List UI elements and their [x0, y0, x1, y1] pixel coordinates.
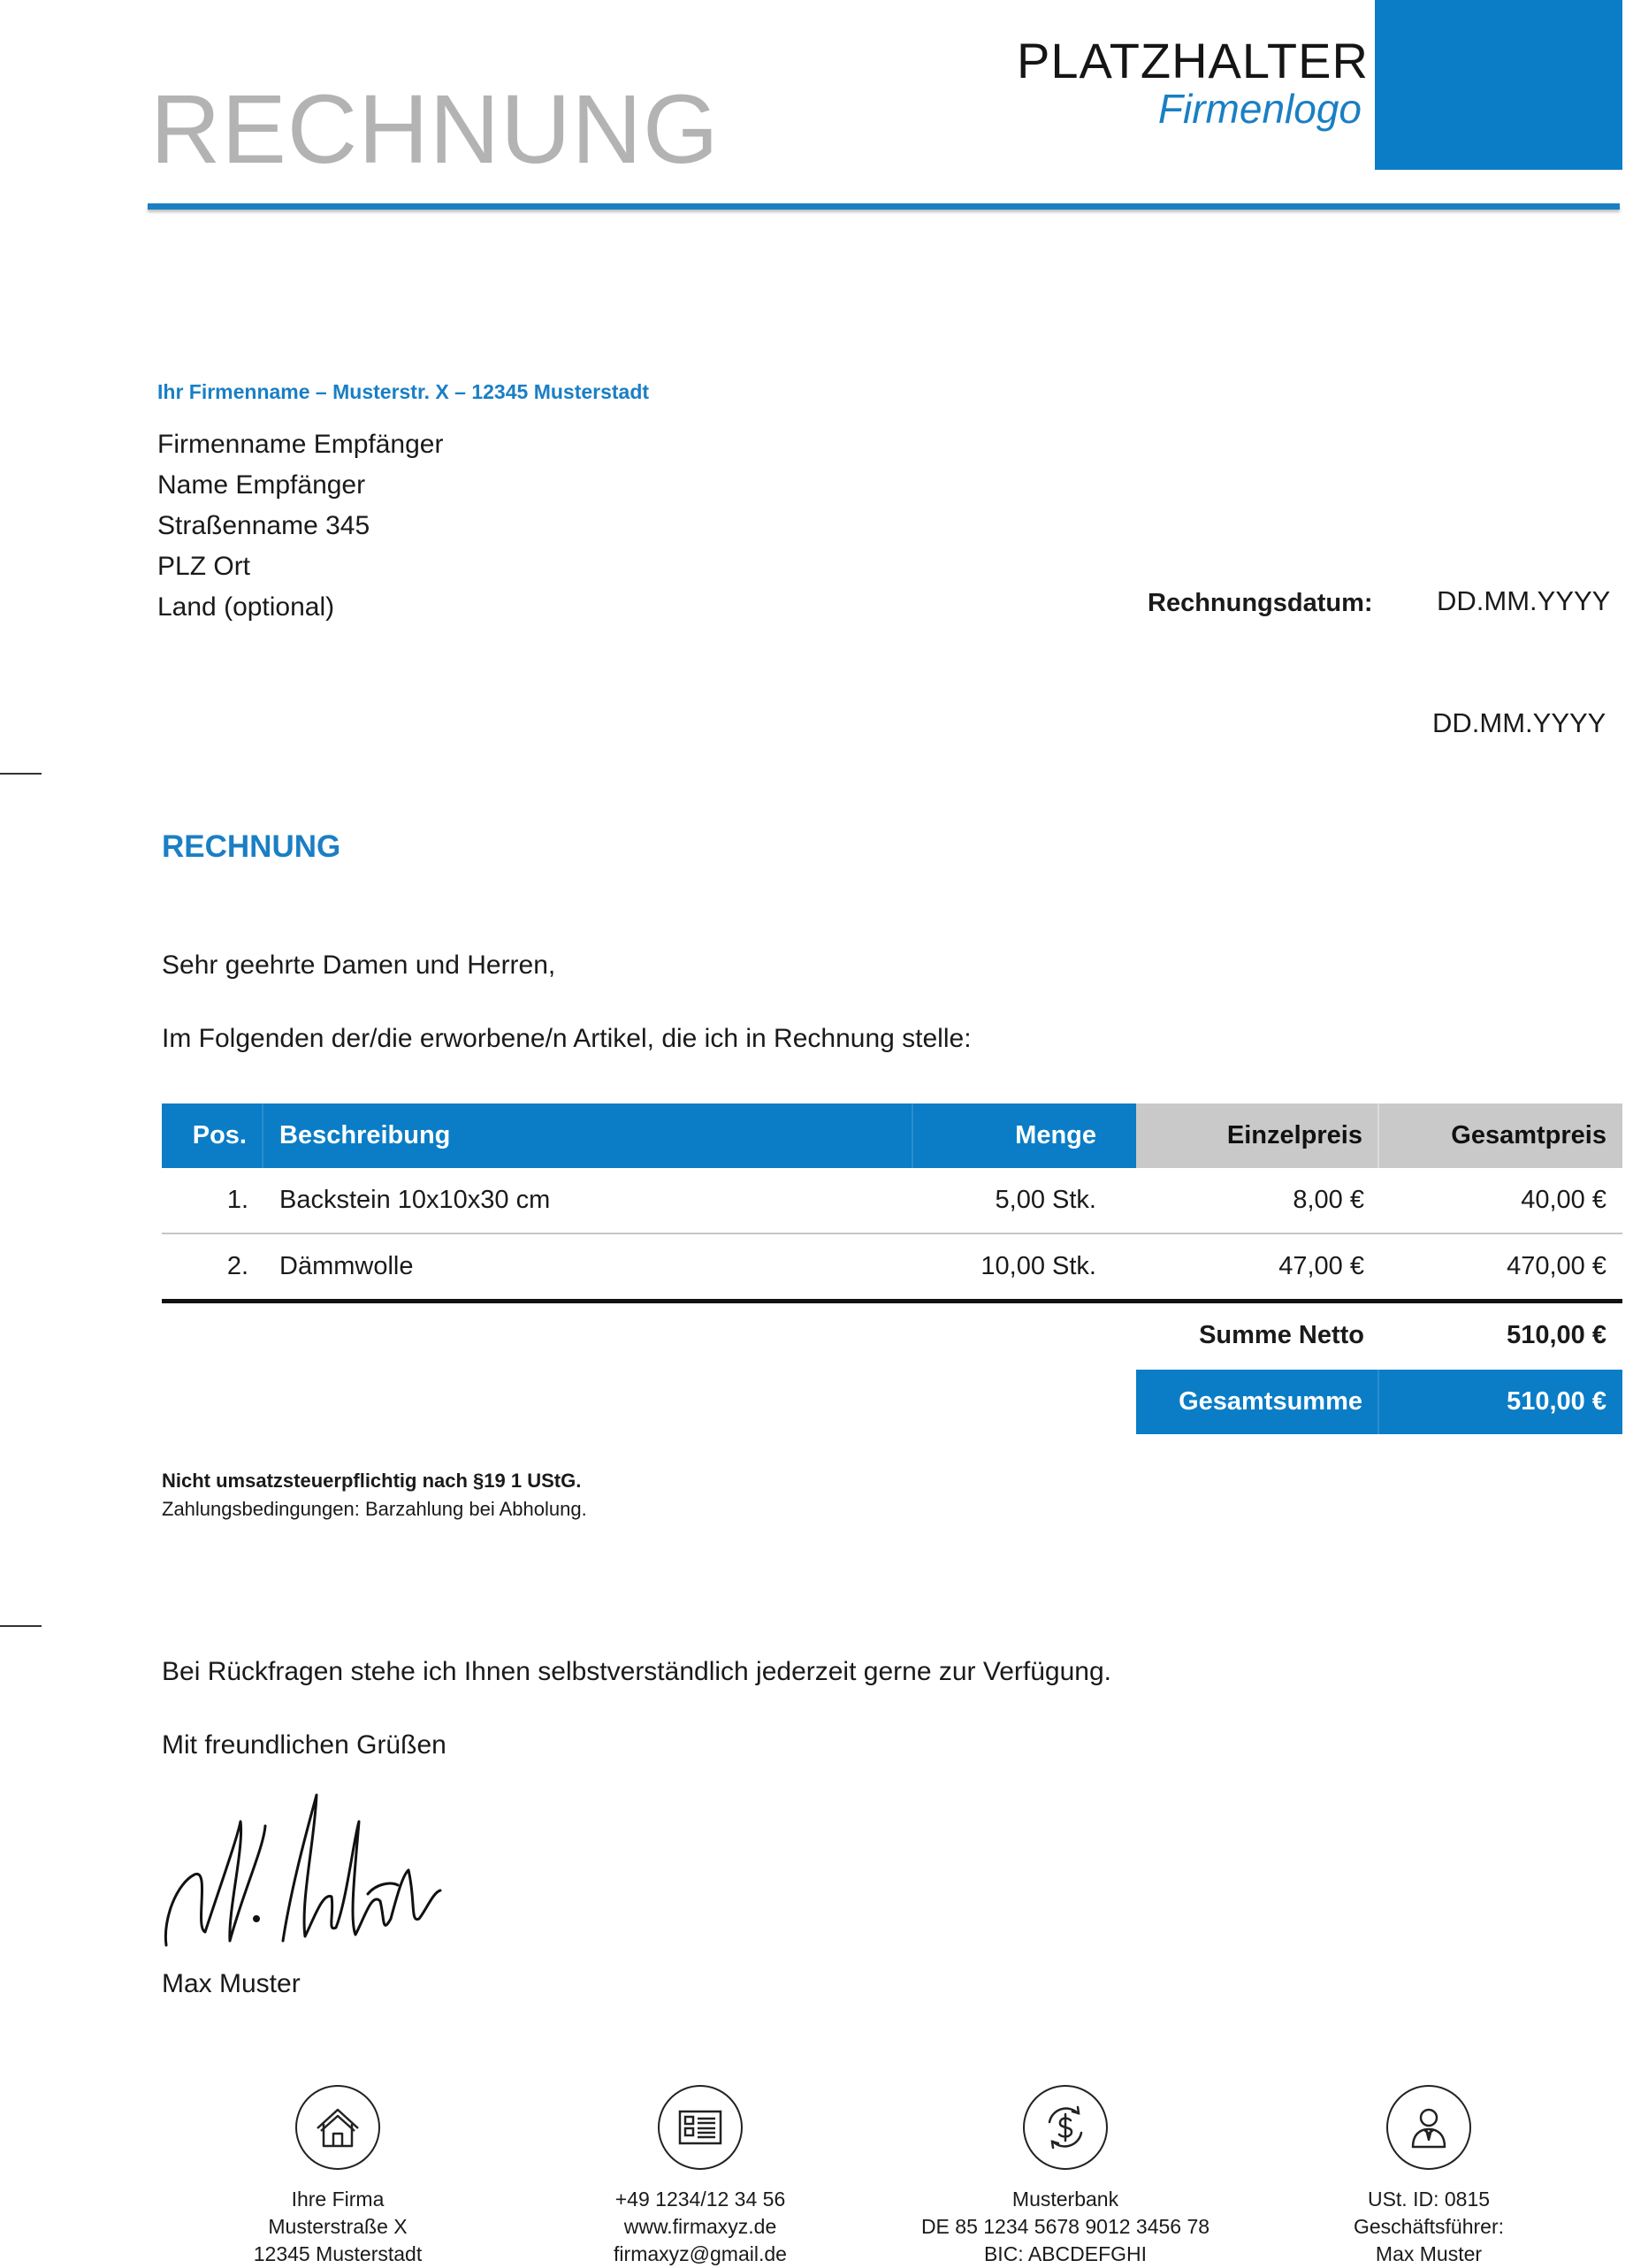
- invoice-heading: RECHNUNG: [162, 829, 341, 864]
- house-icon: [295, 2085, 380, 2170]
- contact-card-icon: [658, 2085, 743, 2170]
- row-quantity: 10,00 Stk.: [981, 1252, 1096, 1280]
- table-row: [162, 1168, 1622, 1234]
- row-pos: 1.: [226, 1186, 248, 1214]
- row-unit-price: 8,00 €: [1293, 1186, 1364, 1214]
- grand-total-label: Gesamtsumme: [1136, 1370, 1379, 1434]
- net-sum-value: 510,00 €: [1507, 1321, 1606, 1349]
- handwritten-signature: [159, 1786, 451, 1967]
- header-description: Beschreibung: [263, 1103, 913, 1168]
- money-exchange-icon: [1023, 2085, 1108, 2170]
- footer-line: Musterbank: [1011, 2188, 1119, 2211]
- closing-regards: Mit freundlichen Grüßen: [162, 1730, 446, 1760]
- invoice-table: [162, 1103, 1622, 1434]
- grand-total-row: [162, 1370, 1622, 1434]
- footer-line: Geschäftsführer:: [1353, 2215, 1505, 2238]
- footer-line: BIC: ABCDEFGHI: [983, 2242, 1148, 2265]
- row-total-price: 470,00 €: [1507, 1252, 1606, 1280]
- company-logo: [1017, 33, 1369, 132]
- businessman-icon: [1386, 2085, 1471, 2170]
- intro-text: Im Folgenden der/die erworbene/n Artikel, die ich in Rechnung stelle:: [162, 1024, 972, 1053]
- row-description: Backstein 10x10x30 cm: [279, 1186, 551, 1214]
- row-description: Dämmwolle: [279, 1252, 414, 1280]
- signer-name: Max Muster: [162, 1969, 301, 1998]
- invoice-date-value: DD.MM.YYYY: [1437, 585, 1611, 616]
- footer-bank: [897, 2085, 1233, 2268]
- footer-line: firmaxyz@gmail.de: [614, 2242, 787, 2265]
- net-sum-label: Summe Netto: [1199, 1321, 1364, 1349]
- recipient-name: Name Empfänger: [157, 470, 366, 500]
- tax-note: Nicht umsatzsteuerpflichtig nach §19 1 UStG.: [162, 1470, 582, 1492]
- greeting: Sehr geehrte Damen und Herren,: [162, 951, 556, 980]
- footer-line: Musterstraße X: [268, 2215, 408, 2238]
- footer-line: www.firmaxyz.de: [623, 2215, 777, 2238]
- fold-mark: [0, 773, 42, 775]
- footer-company: [170, 2085, 506, 2268]
- row-pos: 2.: [226, 1252, 248, 1280]
- invoice-date-label: Rechnungsdatum:: [1148, 589, 1373, 617]
- net-sum-row: [162, 1303, 1622, 1368]
- header-pos: Pos.: [162, 1103, 263, 1168]
- header-rule: [148, 203, 1620, 210]
- footer-line: USt. ID: 0815: [1367, 2188, 1491, 2211]
- footer-line: 12345 Musterstadt: [253, 2242, 423, 2265]
- footer-contact: [532, 2085, 868, 2268]
- footer-line: DE 85 1234 5678 9012 3456 78: [920, 2215, 1210, 2238]
- recipient-company: Firmenname Empfänger: [157, 430, 444, 459]
- header-unit-price: Einzelpreis: [1136, 1103, 1379, 1168]
- recipient-street: Straßenname 345: [157, 511, 370, 540]
- footer-line: +49 1234/12 34 56: [614, 2188, 786, 2211]
- footer-line: Max Muster: [1375, 2242, 1483, 2265]
- fold-mark: [0, 1625, 42, 1627]
- secondary-date-value: DD.MM.YYYY: [1432, 707, 1606, 738]
- closing-question: Bei Rückfragen stehe ich Ihnen selbstverständlich jederzeit gerne zur Verfügung.: [162, 1657, 1111, 1686]
- logo-line1: PLATZHALTER: [1017, 33, 1369, 88]
- header-quantity: Menge: [913, 1103, 1136, 1168]
- payment-terms: Zahlungsbedingungen: Barzahlung bei Abholung.: [162, 1498, 587, 1520]
- recipient-address: [157, 424, 443, 628]
- grand-total-value: 510,00 €: [1379, 1370, 1622, 1434]
- row-quantity: 5,00 Stk.: [995, 1186, 1096, 1214]
- recipient-city: PLZ Ort: [157, 552, 251, 581]
- row-total-price: 40,00 €: [1521, 1186, 1606, 1214]
- table-header-row: [162, 1103, 1622, 1168]
- footer-line: Ihre Firma: [291, 2188, 385, 2211]
- logo-line2: Firmenlogo: [1157, 85, 1362, 132]
- footer-tax: [1261, 2085, 1597, 2268]
- table-row: [162, 1234, 1622, 1303]
- sender-line: Ihr Firmenname – Musterstr. X – 12345 Musterstadt: [157, 380, 650, 403]
- recipient-country: Land (optional): [157, 592, 335, 622]
- logo-block: [1375, 0, 1622, 170]
- header-total-price: Gesamtpreis: [1379, 1103, 1622, 1168]
- row-unit-price: 47,00 €: [1278, 1252, 1364, 1280]
- page-title: RECHNUNG: [150, 75, 720, 184]
